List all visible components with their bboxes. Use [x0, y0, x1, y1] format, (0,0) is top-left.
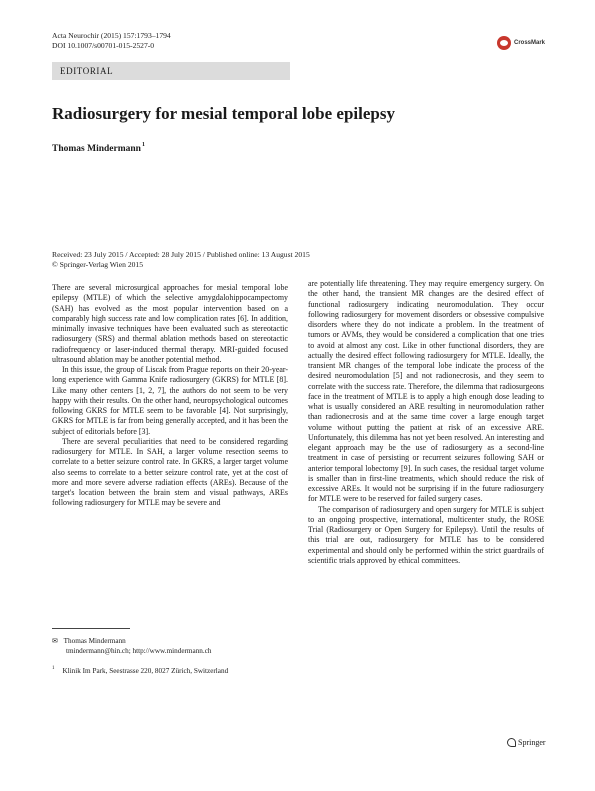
article-title: Radiosurgery for mesial temporal lobe epilepsy	[52, 104, 395, 123]
affiliation-footnote	[52, 664, 228, 677]
paragraph: In this issue, the group of Liscak from Prague reports on their 20-year-long experience with Gamma Knife radiosurgery (GKRS) for MTLE [8]. Like many other centers [1, 2, 7], the authors do not seem to be very happy with their results. On the other hand, neuropsychological outcomes following GKRS for MTLE seem to be favorable [4]. Not surprisingly, GKRS for MTLE is far from being generally accepted, and it has been the subject of editorials before [3].	[52, 365, 288, 436]
paragraph: There are several peculiarities that need to be considered regarding radiosurgery for MTLE. In SAH, a larger volume resection seems to correlate to a better seizure control rate. In GKRS, a larger target volume also seems to correlate to a better seizure control rate, yet at the cost of more and more severe adverse radiation effects (AREs). Because of the target's location between the brain stem and visual pathways, AREs following radiosurgery for MTLE may be severe and	[52, 436, 288, 508]
body-column-right	[308, 279, 544, 566]
journal-header	[52, 31, 171, 51]
dates-line: Received: 23 July 2015 / Accepted: 28 July 2015 / Published online: 13 August 2015	[52, 250, 310, 259]
springer-horse-icon	[507, 738, 516, 747]
footnote-divider	[52, 628, 130, 629]
paragraph: are potentially life threatening. They may require emergency surgery. On the other hand, the transient MR changes are the desired effect of functional radiosurgery indicating neuromodulation. They occur following radiosurgery for movement disorders or obsessive compulsive disorders where they do not indicate a problem. In the treatment of tumors or AVMs, they would be considered a complication that one tries to avoid at almost any cost. Like in other functional disorders, they are actually the desired effect following radiosurgery for MTLE. Ideally, the transient MR changes of the temporal lobe indicate the process of the desired neuromodulation [5] and not radionecrosis, and they seem to correlate with the success rate. Therefore, the dilemma that radiosurgeons face in the treatment of MTLE is to apply a high enough dose leading to what is usually considered an ARE resulting in neuromodulation rather than radionecrosis and at the same time cover a large enough target volume without putting the patient at risk of an excessive ARE. Unfortunately, this dilemma has not yet been resolved. An interesting and elegant approach may be the use of radiosurgery as a second-line treatment in case of persisting or recurrent seizures following SAH or anterior temporal lobectomy [9]. In such cases, the residual target volume is smaller than in first-line treatments, which should reduce the risk of excessive AREs. It would not be surprising if in the future radiosurgery for MTLE were to be reserved for failed surgery cases.	[308, 279, 544, 504]
affiliation-text: Klinik Im Park, Seestrasse 220, 8027 Zürich, Switzerland	[62, 667, 229, 675]
springer-logo	[507, 738, 546, 747]
paragraph: The comparison of radiosurgery and open surgery for MTLE is subject to an ongoing prospective, international, multicenter study, the ROSE Trial (Radiosurgery or Open Surgery for Epilepsy). Until the results of this trial are out, radiosurgery for MTLE has to be considered experimental and should only be performed within the strict guardrails of scientific trials approved by ethical committees.	[308, 504, 544, 565]
journal-citation: Acta Neurochir (2015) 157:1793–1794	[52, 31, 171, 40]
body-column-left	[52, 283, 288, 509]
crossmark-label: CrossMark	[514, 40, 546, 46]
correspondence-block	[52, 637, 211, 656]
crossmark-badge[interactable]	[497, 36, 545, 50]
article-type-banner: EDITORIAL	[52, 62, 290, 80]
author-name: Thomas Mindermann	[52, 144, 141, 154]
copyright-line: © Springer-Verlag Wien 2015	[52, 260, 144, 269]
affiliation-mark: 1	[141, 142, 145, 148]
publication-dates	[52, 250, 310, 270]
affiliation-footnote-mark: 1	[52, 666, 55, 671]
author-line	[52, 142, 145, 154]
paragraph: There are several microsurgical approaches for mesial temporal lobe epilepsy (MTLE) of which the selective amygdalohippocampectomy (SAH) has evolved as the most popular intervention based on a comparably high success rate and low complication rates [6]. In addition, minimally invasive techniques have been evaluated such as stereotactic radiosurgery (SRS) and thermal ablation methods based on stereotactic radiofrequency or laser-induced thermal therapy. MRI-guided focused ultrasound ablation may be another potential method.	[52, 283, 288, 364]
doi[interactable]: DOI 10.1007/s00701-015-2527-0	[52, 41, 155, 50]
correspondence-contact[interactable]: tmindermann@hin.ch; http://www.mindermann.ch	[66, 646, 212, 655]
envelope-icon: ✉	[52, 637, 59, 645]
crossmark-icon	[497, 36, 511, 50]
publisher-name: Springer	[518, 738, 546, 747]
correspondence-name: Thomas Mindermann	[63, 637, 126, 645]
